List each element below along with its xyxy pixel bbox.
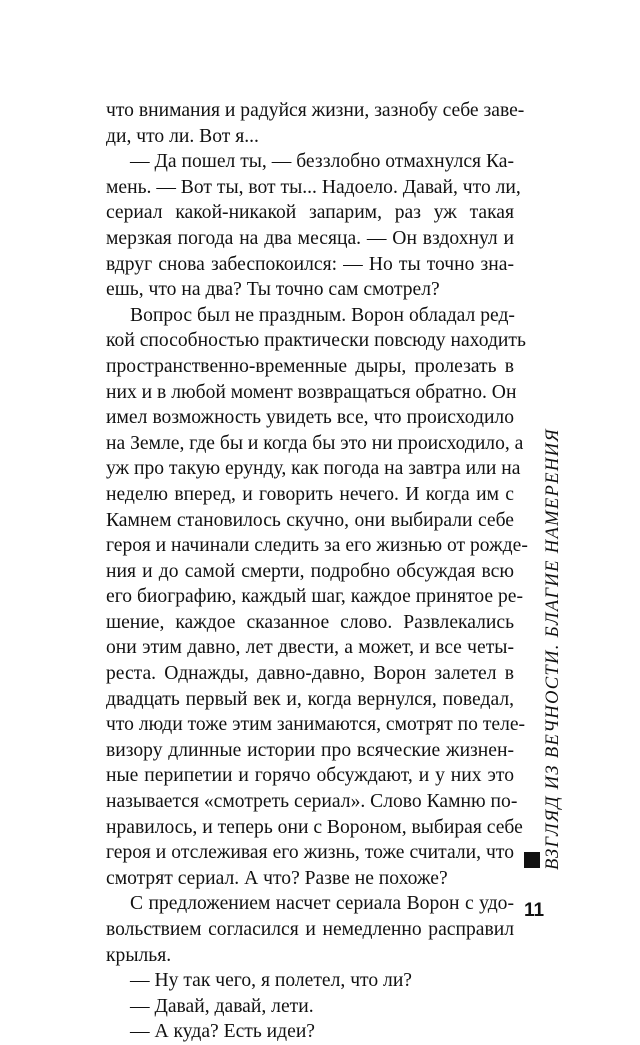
text-line: ешь, что на два? Ты точно сам смотрел? — [106, 279, 440, 301]
text-line: Вопрос был не праздным. Ворон обладал ред- — [130, 304, 515, 326]
body-text — [106, 98, 528, 1045]
text-line: вольствием согласился и немедленно расправил — [106, 919, 514, 940]
text-line: ния и до самой смерти, подробно обсуждая всю — [106, 560, 514, 582]
text-line: уж про такую ерунду, как погода на завтра или на — [106, 458, 521, 480]
text-line: сериал какой-никакой запарим, раз уж такая — [106, 202, 514, 224]
text-line: Камнем становилось скучно, они выбирали себе — [106, 509, 514, 531]
text-line: — Ну так чего, я полетел, что ли? — [130, 970, 413, 992]
text-line: его биографию, каждый шаг, каждое принятое ре- — [106, 586, 523, 608]
text-line: называется «смотреть сериал». Слово Камню по- — [106, 791, 518, 813]
text-line: них и в любой момент возвращаться обратно. Он — [106, 381, 517, 403]
text-line: — Давай, давай, лети. — [130, 995, 314, 1017]
text-line: кой способностью практически повсюду находить — [106, 330, 526, 352]
text-line: героя и отслеживая его жизнь, тоже считали, что — [106, 842, 514, 864]
text-line: крылья. — [106, 944, 172, 966]
text-line: ди, что ли. Вот я... — [106, 125, 259, 147]
text-line: визору длинные истории про всяческие жизнен- — [106, 739, 514, 761]
running-title: ВЗГЛЯД ИЗ ВЕЧНОСТИ. БЛАГИЕ НАМЕРЕНИЯ — [542, 428, 563, 870]
text-line: пространственно-временные дыры, пролезать в — [106, 355, 514, 377]
text-line: смотрят сериал. А что? Разве не похоже? — [106, 867, 448, 889]
text-line: имел возможность увидеть все, что происходило — [106, 407, 514, 429]
text-line: нравилось, и теперь они с Вороном, выбирая себе — [106, 816, 523, 838]
text-line: на Земле, где бы и когда бы это ни происходило, а — [106, 432, 524, 454]
text-line: С предложением насчет сериала Ворон с удо- — [130, 893, 514, 915]
text-line: мень. — Вот ты, вот ты... Надоело. Давай, что ли, — [106, 176, 521, 198]
page-number: 11 — [523, 900, 545, 921]
section-marker — [524, 852, 540, 868]
text-line: что люди тоже этим занимаются, смотрят по теле- — [106, 714, 526, 736]
text-line: они этим давно, лет двести, а может, и все четы- — [106, 637, 514, 659]
text-line: мерзкая погода на два месяца. — Он вздохнул и — [106, 227, 514, 249]
text-line: шение, каждое сказанное слово. Развлекались — [106, 611, 514, 633]
text-line: ные перипетии и горячо обсуждают, и у них это — [106, 765, 514, 787]
text-line: реста. Однажды, давно-давно, Ворон залетел в — [106, 663, 514, 685]
text-line: неделю вперед, и говорить нечего. И когда им с — [106, 483, 514, 505]
text-line: вдруг снова забеспокоился: — Но ты точно зна- — [106, 253, 514, 275]
text-line: — Да пошел ты, — беззлобно отмахнулся Ка- — [130, 151, 515, 173]
text-line: что внимания и радуйся жизни, зазнобу себе заве- — [106, 100, 525, 121]
text-line: героя и начинали следить за его жизнью от рожде- — [106, 535, 528, 557]
text-line: — А куда? Есть идеи? — [130, 1021, 316, 1043]
text-line: двадцать первый век и, когда вернулся, поведал, — [106, 688, 514, 710]
